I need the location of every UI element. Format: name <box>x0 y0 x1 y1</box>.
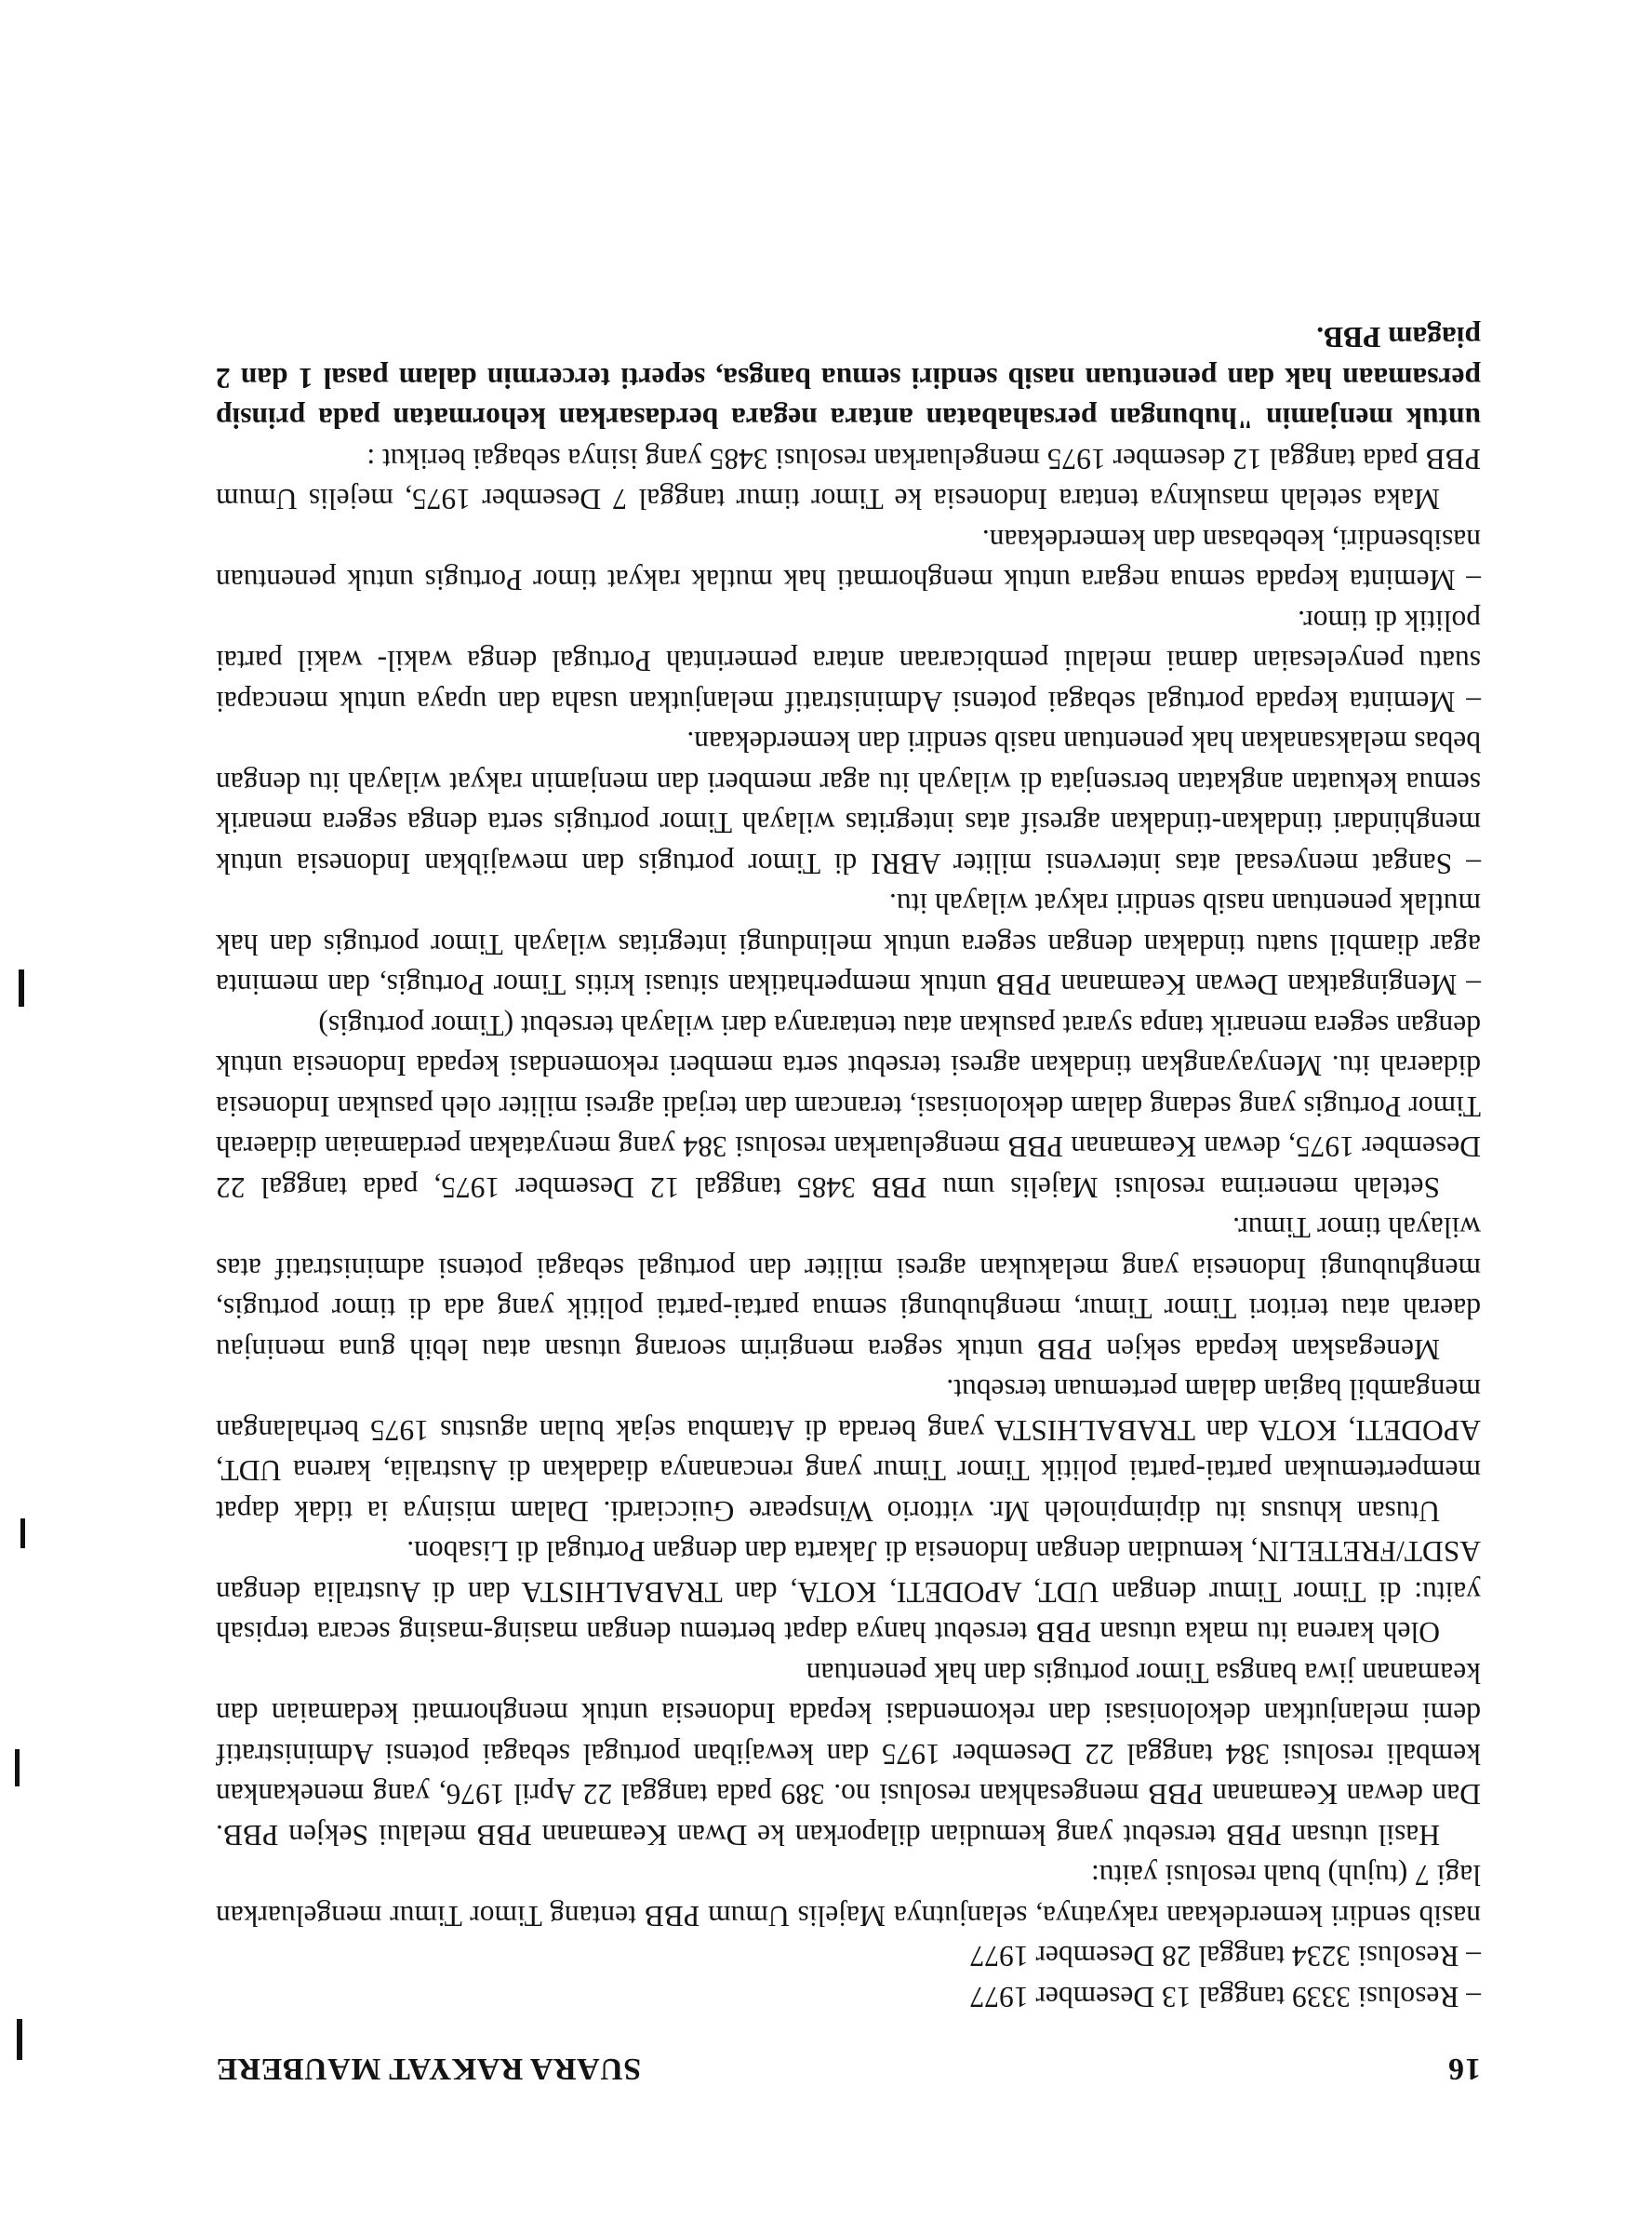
dash-item-sangat-menyesal: – Sangat menyesaal atas intervensi militer ABRI di Timor portugis dan mewajibkan Indonesia untuk menghindari tindakan-tindakan agresif atas integritas wilayah Timor portugis serta denga segera menarik semua kekuatan angkatan bersenjata di wilayah itu agar memberi dan menjamin rakyat wilayah itu dengan bebas melaksanakan hak penentuan nasib sendiri dan kemerdekaan. <box>216 726 1481 880</box>
page-body <box>216 317 1481 2017</box>
page-number: 16 <box>1447 2052 1481 2086</box>
page-content <box>216 317 1481 2086</box>
resolution-item: – Resolusi 3234 tanggal 28 Desember 1977 <box>969 1940 1481 1973</box>
paragraph-untuk-menjamin: untuk menjamin "hubungan persahabatan antara negara berdasarkan kehormatan pada prinsip persamaan hak dan penentuan nasib sendiri semua bangsa, seperti tercermin dalam pasal 1 dan 2 piagam PBB. <box>216 321 1481 435</box>
scan-margin-mark <box>17 2019 22 2060</box>
resolution-item: – Resolusi 3339 tanggal 13 Desember 1977 <box>969 1981 1481 2013</box>
dash-item-meminta-negara: – Meminta kepada semua negara untuk menghormati hak mutlak rakyat timor Portugis untuk penentuan nasibsendiri, kebebasan dan kemerdekaan. <box>216 524 1481 597</box>
scan-margin-mark <box>20 1518 25 1548</box>
paragraph-utusan-khusus: Utusan khusus itu dipimpinoleh Mr. vittorio Winspeare Guicciardi. Dalam misinya ia tidak dapat mempertemukan partai-partai politik Timor Timur yang rencananya diadakan di Australia, karena UDT, APODETI, KOTA dan TRABALHISTA yang berada di Atambua sejak bulan agustus 1975 berhalangan mengambil bagian dalam pertemuan tersebut. <box>216 1373 1481 1528</box>
paragraph-setelah-menerima: Setelah menerima resolusi Majelis umu PBB 3485 tanggal 12 Desember 1975, pada tanggal 22 Desember 1975, dewan Keamanan PBB mengeluarkan resolusi 384 yang menyatakan perdamaian didaerah Timor Portugis yang sedang dalam dekolonisasi, terancam dan terjadi agresi militer oleh pasukan Indonesia didaerah itu. Menyayangkan tindakan agresi tersebut serta memberi rekomendasi kepada Indonesia untuk dengan segera menarik tanpa syarat pasukan atau tentaranya dari wilayah tersebut (Timor portugis) <box>216 1010 1481 1204</box>
dash-item-meminta-portugal: – Meminta kepada portugal sebagai potensi Administratif melanjutkan usaha dan upaya untuk mencapai suatu penyelesaian damai melalui pembicaraan antara pemerintah Portugal denga wakil- wakil partai politik di timor. <box>216 605 1481 718</box>
page-header <box>216 2051 1481 2086</box>
paragraph-menegaskan: Menegaskan kepada sekjen PBB untuk segera mengirim seorang utusan atau lebih guna meninjau daerah atau teritori Timor Timur, menghubungi semua partai-partai politik yang ada di timor portugis, menghubungi Indonesia yang melakukan agresi militer dan portugal sebagai potensi administratif atas wilayah timor Timur. <box>216 1211 1481 1366</box>
scan-margin-mark <box>15 1749 20 1786</box>
dash-item-mengingatkan: – Mengingatkan Dewan Keamanan PBB untuk memperhatikan situasi kritis Timor Portugis, dan meminta agar diambil suatu tindakan dengan segera untuk melindungi integritas wilayah Timor portugis dan hak mutlak penentuan nasib sendiri rakyat wilayah itu. <box>216 888 1481 1002</box>
paragraph-nasib-sendiri: nasib sendiri kemerdekaan rakyatnya, selanjutnya Majelis Umum PBB tentang Timor Timur mengeluarkan lagi 7 (tujuh) buah resolusi yaitu: <box>216 1859 1481 1932</box>
paragraph-hasil-utusan: Hasil utusan PBB tersebut yang kemudian dilaporkan ke Dwan Keamanan PBB melalui Sekjen PBB. Dan dewan Keamanan PBB mengesahkan resolusi no. 389 pada tanggal 22 April 1976, yang menekankan kembali resolusi 384 tanggal 22 Desember 1975 dan kewajiban portugal sebagai potensi Administratif demi melanjutkan dekolonisasi dan rekomendasi kepada Indonesia untuk menghormati kedamaian dan keamanan jiwa bangsa Timor portugis dan hak penentuan <box>216 1657 1481 1852</box>
scan-margin-mark <box>19 969 24 1007</box>
paragraph-oleh-karena-itu: Oleh karena itu maka utusan PBB tersebut hanya dapat bertemu dengan masing-masing secara terpisah yaitu: di Timor Timur dengan UDT, APODETI, KOTA, dan TRABALHISTA dan di Australia dengan ASDT/FRETELIN, kemudian dengan Indonesia di Jakarta dan dengan Portugal di Lisabon. <box>216 1535 1481 1650</box>
running-title: SUARA RAKYAT MAUBERE <box>216 2052 642 2086</box>
paragraph-maka-setelah: Maka setelah masuknya tentara Indonesia ke Timor timur tanggal 7 Desember 1975, mejelis Umum PBB pada tanggal 12 desember 1975 mengeluarkan resolusi 3485 yang isinya sebagai berikut : <box>216 443 1481 516</box>
